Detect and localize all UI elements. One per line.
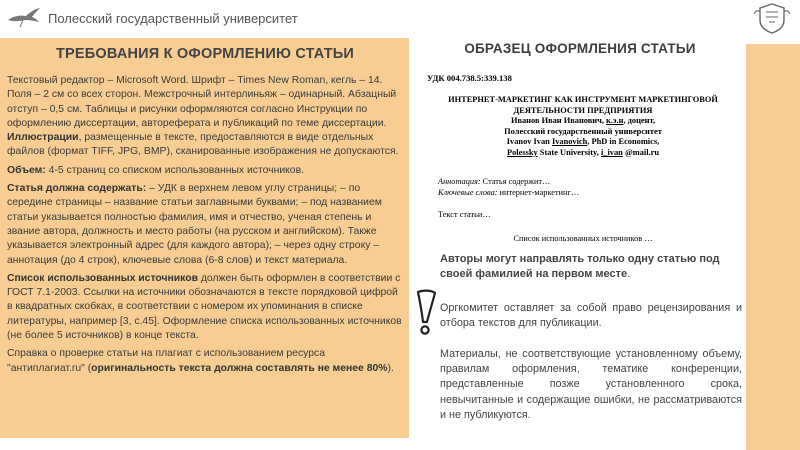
university-name: Полесский государственный университет [48, 11, 298, 26]
sample-bibliography: Список использованных источников … [513, 234, 653, 243]
sample-annotation-block [438, 176, 579, 198]
accent-bar [746, 44, 800, 450]
stork-icon [6, 6, 42, 28]
sample-author-ru: Иванов Иван Иванович, к.э.н, доцент, [510, 116, 656, 126]
sample-article [420, 64, 746, 246]
sample-article-title-2: ДЕЯТЕЛЬНОСТИ ПРЕДПРИЯТИЯ [513, 105, 653, 115]
sample-org-en: Polessky State University, i_ivan @mail.ru [506, 147, 660, 157]
materials-note: Материалы, не соответствующие установленному объему, правилам оформления, тематике конференции, представленные позже установленного срока, невычитанные и содержащие ошибки, не рассматриваются и не публикуются. [440, 348, 742, 421]
sample-author-en: Ivanov Ivan Ivanovich, PhD in Economics, [506, 137, 660, 147]
exclamation-icon [413, 288, 439, 336]
sample-title: ОБРАЗЕЦ ОФОРМЛЕНИЯ СТАТЬИ [464, 41, 696, 56]
sample-annotation: Аннотация: Статья содержит… [438, 177, 551, 186]
requirements-paragraph-format: Текстовый редактор – Microsoft Word. Шрифт – Times New Roman, кегль – 14. Поля – 2 см со всех сторон. Межстрочный интерлиньяж – одинарный. Абзацный отступ – 0,5 см. Таблицы и рисунки оформляются согласно Инструкции по оформлению диссертации, автореферата и публикаций по теме диссертации. Иллюстрации, размещенные в тексте, предоставляются в виде отдельных файлов (формат TIFF, JPG, BMP), сканированные изображения не допускаются. [7, 75, 399, 158]
sample-text: Текст статьи… [438, 210, 491, 219]
sample-udk: УДК 004.738.5:339.138 [427, 73, 512, 83]
authors-note: Авторы могут направлять только одну статью под своей фамилией на первом месте. [440, 253, 720, 280]
page-header [0, 0, 800, 38]
requirements-paragraph-plagiarism: Справка о проверке статьи на плагиат с использованием ресурса "антиплагиат.ru" (оригинальность текста должна составлять не менее 80%). [7, 348, 394, 374]
requirements-title: ТРЕБОВАНИЯ К ОФОРМЛЕНИЮ СТАТЬИ [55, 46, 355, 62]
requirements-paragraph-sources: Список использованных источников должен быть оформлен в соответствии с ГОСТ 7.1-2003. Ссылки на источники обозначаются в тексте порядковой цифрой в квадратных скобках, в соответствии с номером их упоминания в списке литературы, например [3, с.45]. Оформление списка использованных источников (не более 5 источников) в конце текста. [7, 272, 402, 342]
sample-article-title-1: ИНТЕРНЕТ-МАРКЕТИНГ КАК ИНСТРУМЕНТ МАРКЕТИНГОВОЙ [448, 95, 718, 104]
requirements-panel [0, 38, 409, 438]
organizing-committee-note: Оргкомитет оставляет за собой право рецензирования и отбора текстов для публикации. [440, 302, 742, 330]
requirements-paragraph-content: Статья должна содержать: – УДК в верхнем левом углу страницы; – по середине страницы – название статьи заглавными буквами; – под названием статьи указывается полностью фамилия, имя и отчество, ученая степень и звание автора, должность и место работы (на русском и английском). Также указывается электронный адрес (для каждого автора); – через одну строку – аннотация (до 4 строк), ключевые слова (6-8 слов) и текст материала. [7, 183, 382, 266]
university-crest-icon [752, 2, 792, 34]
sample-keywords: Ключевые слова: интернет-маркетинг… [438, 188, 580, 197]
sample-heading-block [420, 95, 746, 159]
requirements-paragraph-volume: Объем: 4-5 страниц со списком использованных источников. [7, 164, 304, 176]
sample-org-ru: Полесский государственный университет [504, 126, 662, 136]
